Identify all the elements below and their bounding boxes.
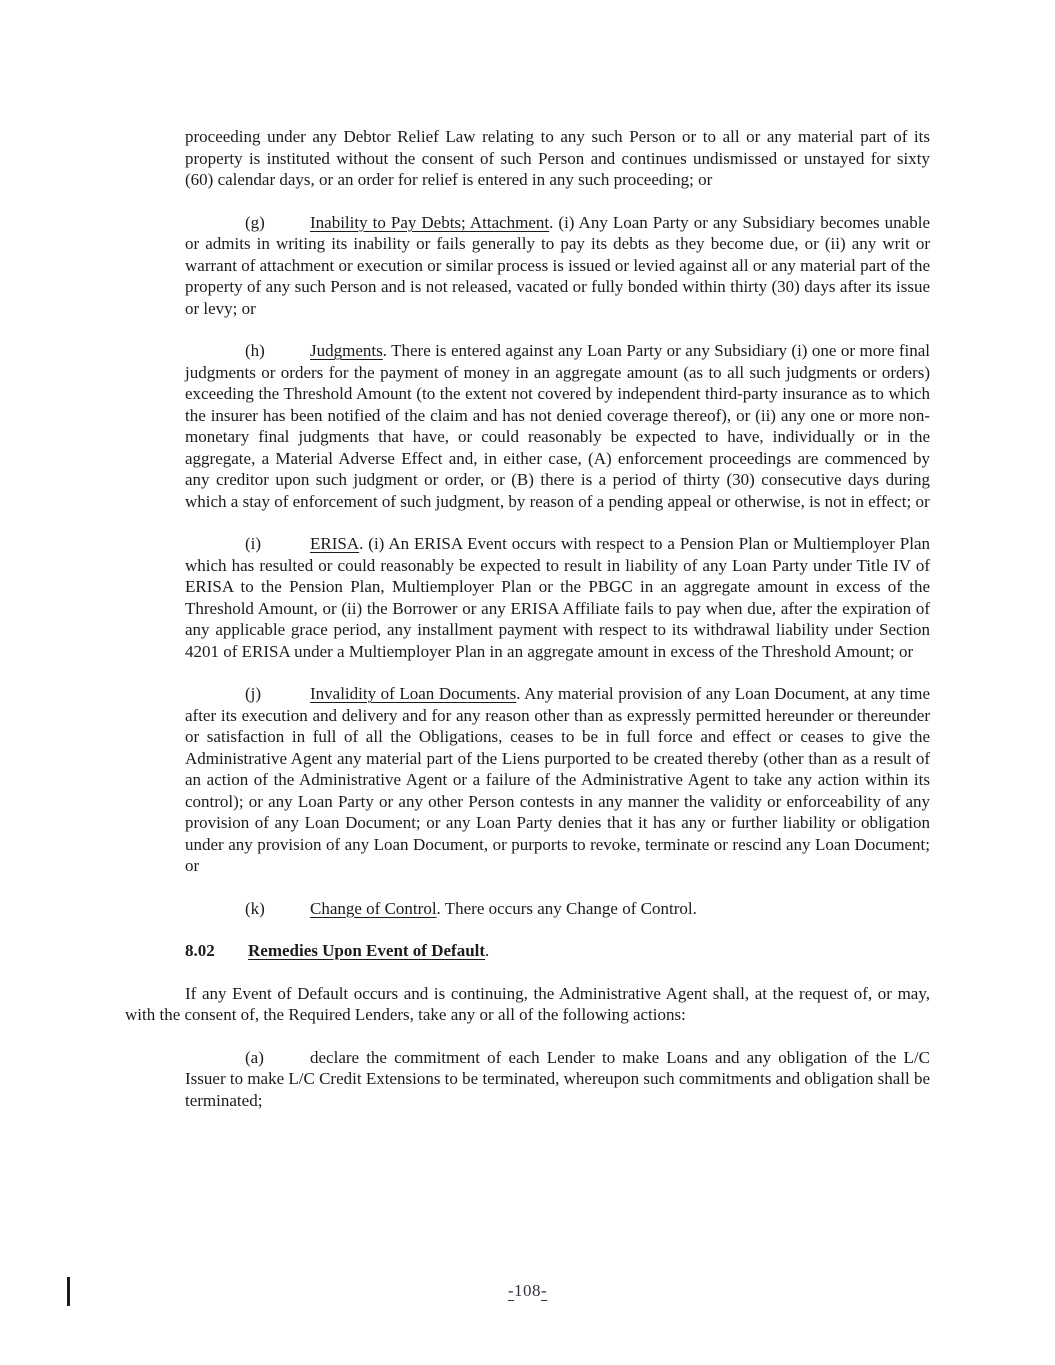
clause-heading: Change of Control (310, 898, 437, 918)
page-content (125, 126, 931, 1132)
paragraph-text: proceeding under any Debtor Relief Law relating to any such Person or to all or any material part of its property is instituted without the consent of such Person and continues undismissed or unstayed for sixty (60) calendar days, or an order for relief is entered in any such proceeding; or (185, 127, 930, 189)
section-number: 8.02 (185, 941, 215, 960)
clause-j (185, 683, 930, 877)
section-title: Remedies Upon Event of Default (248, 941, 486, 960)
clause-k (185, 898, 930, 920)
clause-heading: ERISA (310, 534, 360, 553)
clause-g (185, 212, 930, 320)
remedy-a (185, 1047, 930, 1112)
section-heading-802 (185, 940, 930, 962)
section-period: . (485, 941, 490, 960)
paragraph-continuation (185, 126, 930, 191)
clause-body: . There occurs any Change of Control. (436, 898, 697, 918)
page-number-footer (0, 1281, 1055, 1301)
page-number: 108 (514, 1281, 541, 1300)
clause-body: . There is entered against any Loan Party or any Subsidiary (i) one or more final judgments or orders for the payment of money in an aggregate amount (as to all such judgments or orders) exceeding the Threshold Amount (to the extent not covered by independent third-party insurance as to which the insurer has been notified of the claim and has not denied coverage thereof), or (ii) any one or more non-monetary final judgments that have, or could reasonably be expected to have, individually or in the aggregate, a Material Adverse Effect and, in either case, (A) enforcement proceedings are commenced by any creditor upon such judgment or order, or (B) there is a period of thirty (30) consecutive days during which a stay of enforcement of such judgment, by reason of a pending appeal or otherwise, is not in effect; or (185, 341, 930, 511)
clause-i (185, 533, 930, 662)
clause-letter: (g) (245, 212, 265, 232)
clause-heading: Invalidity of Loan Documents (310, 684, 517, 703)
page-number-suffix: - (541, 1281, 548, 1300)
paragraph-text: If any Event of Default occurs and is continuing, the Administrative Agent shall, at the request of, or may, with the consent of, the Required Lenders, take any or all of the following actions: (125, 983, 930, 1024)
clause-heading: Judgments (310, 341, 383, 360)
clause-letter: (j) (245, 684, 262, 703)
clause-body: . Any material provision of any Loan Document, at any time after its execution and delivery and for any reason other than as expressly permitted hereunder or thereunder or satisfaction in full of all the Obligations, ceases to be in full force and effect or ceases to give the Administrative Agent any material part of the Liens purported to be created thereby (other than as a result of an action of the Administrative Agent or a failure of the Administrative Agent to take any action within its control); or any Loan Party or any other Person contests in any manner the validity or enforceability of any provision of any Loan Document; or any Loan Party denies that it has any or further liability or obligation under any provision of any Loan Document, or purports to revoke, terminate or rescind any Loan Document; or (185, 684, 931, 875)
clause-letter: (k) (245, 898, 265, 918)
clause-letter: (h) (245, 341, 265, 360)
clause-body: declare the commitment of each Lender to make Loans and any obligation of the L/C Issuer to make L/C Credit Extensions to be terminated, whereupon such commitments and obligation shall be terminated; (185, 1047, 931, 1110)
clause-body: . (i) Any Loan Party or any Subsidiary becomes unable or admits in writing its inability or fails generally to pay its debts as they become due, or (ii) any writ or warrant of attachment or execution or similar process is issued or levied against all or any material part of the property of any such Person and is not released, vacated or fully bonded within thirty (30) days after its issue or levy; or (185, 212, 930, 318)
remedies-intro-paragraph (125, 983, 930, 1026)
clause-body: . (i) An ERISA Event occurs with respect to a Pension Plan or Multiemployer Plan which has resulted or could reasonably be expected to result in liability of any Loan Party under Title IV of ERISA to the Pension Plan, Multiemployer Plan or the PBGC in an aggregate amount in excess of the Threshold Amount, or (ii) the Borrower or any ERISA Affiliate fails to pay when due, after the expiration of any applicable grace period, any installment payment with respect to its withdrawal liability under Section 4201 of ERISA under a Multiemployer Plan in an aggregate amount in excess of the Threshold Amount; or (185, 534, 930, 661)
page-number-prefix: - (507, 1281, 514, 1300)
clause-letter: (a) (245, 1047, 264, 1067)
clause-h (185, 340, 930, 512)
clause-letter: (i) (245, 534, 262, 553)
clause-heading: Inability to Pay Debts; Attachment (310, 212, 550, 232)
